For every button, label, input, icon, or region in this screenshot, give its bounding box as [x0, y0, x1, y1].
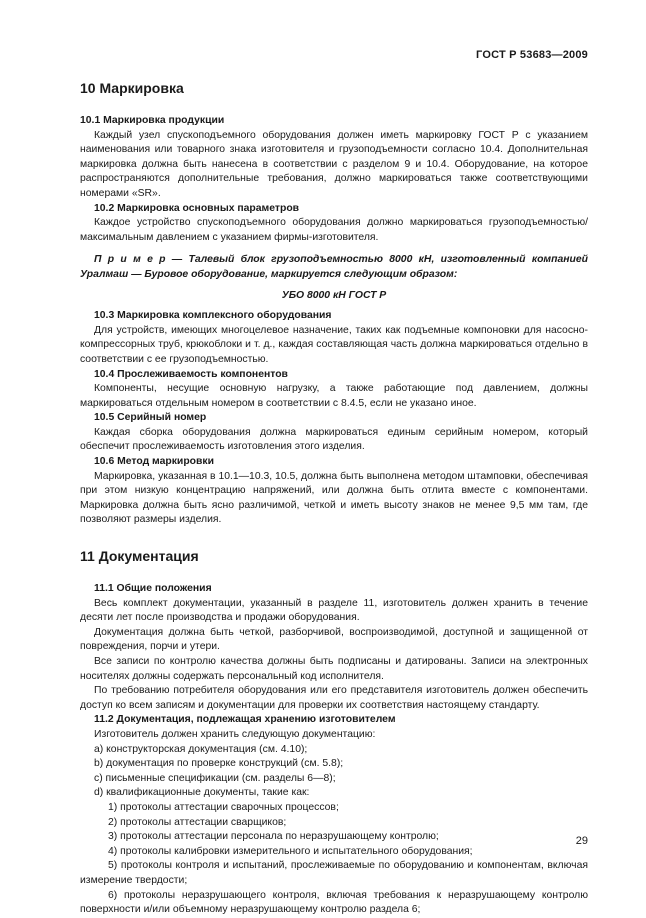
subsection-10-5-title: 10.5 Серийный номер	[94, 412, 207, 424]
page-number: 29	[575, 835, 588, 847]
subsection-10-1-title: 10.1 Маркировка продукции	[80, 115, 225, 126]
subsection-11-1-title: 11.1 Общие положения	[94, 583, 212, 595]
paragraph-11-1-a: Весь комплект документации, указанный в разделе 11, изготовитель должен хранить в течение десяти лет после производства и продажи оборудования.	[80, 597, 588, 624]
list-item: b) документация по проверке конструкций (см. 5.8);	[94, 758, 344, 770]
sub-list-item: 2) протоколы аттестации сварщиков;	[108, 816, 287, 828]
subsection-10-2-title: 10.2 Маркировка основных параметров	[94, 202, 300, 214]
list-item: а) конструкторская документация (см. 4.10);	[94, 743, 308, 755]
paragraph-10-6: Маркировка, указанная в 10.1—10.3, 10.5, должна быть выполнена методом штамповки, обеспечивая при этом низкую концентрацию напряжений, или должна быть отлита вместе с компонентами. Маркировка должна быть ясно различимой, четкой и иметь высоту знаков не менее 9,5 мм там, где позволяют размеры изделия.	[80, 470, 588, 526]
list-item: с) письменные спецификации (см. разделы 6—8);	[94, 772, 336, 784]
paragraph-10-4: Компоненты, несущие основную нагрузку, а также работающие под давлением, должны маркироваться отдельным номером в соответствии с 8.4.5, если не указано иное.	[80, 383, 588, 409]
subsection-11-2-title: 11.2 Документация, подлежащая хранению изготовителем	[94, 714, 396, 726]
sub-list-item: 3) протоколы аттестации персонала по неразрушающему контролю;	[108, 831, 439, 843]
paragraph-11-1-c: Все записи по контролю качества должны быть подписаны и датированы. Записи на электронных носителях должны содержать персональный код исполнителя.	[80, 656, 588, 682]
subsection-10-4-title: 10.4 Прослеживаемость компонентов	[94, 368, 288, 380]
sub-list-item: 4) протоколы калибровки измерительного и испытательного оборудования;	[108, 845, 473, 857]
paragraph-10-5: Каждая сборка оборудования должна маркироваться единым серийным номером, который обеспечит прослеживаемость изготовления этого изделия.	[80, 426, 588, 453]
sub-list-item: 6) протоколы неразрушающего контроля, включая требования к неразрушающему контролю поверхности и/или объемному неразрушающему контролю раздела 6;	[80, 889, 588, 916]
example-marking: УБО 8000 кН ГОСТ Р	[281, 289, 387, 301]
section-11-title: 11 Документация	[80, 548, 199, 565]
sub-list-item: 5) протоколы контроля и испытаний, прослеживаемые по оборудованию и компонентам, включая измерение твердости;	[80, 860, 588, 886]
sub-list-item: 1) протоколы аттестации сварочных процессов;	[108, 801, 339, 813]
paragraph-10-2: Каждое устройство спускоподъемного оборудования должно маркироваться грузоподъемностью/максимальным давлением с указанием фирмы-изготовителя.	[80, 217, 588, 243]
subsection-10-3-title: 10.3 Маркировка комплексного оборудования	[94, 310, 332, 322]
list-item: d) квалификационные документы, такие как:	[94, 787, 310, 799]
paragraph-10-1: Каждый узел спускоподъемного оборудования должен иметь маркировку ГОСТ Р с указанием наименования или товарного знака изготовителя и грузоподъемности согласно 10.4. Дополнительная маркировка должна быть нанесена в соответствии с разделом 9 и 10.4. Оборудование, на которое распространяются дополнительные требования, должно маркироваться также соответствующими номерами «SR».	[80, 129, 588, 199]
section-10-title: 10 Маркировка	[80, 80, 184, 96]
page-content	[80, 80, 588, 918]
paragraph-11-1-b: Документация должна быть четкой, разборчивой, воспроизводимой, доступной и защищенной от повреждения, порчи и утери.	[80, 626, 588, 653]
example-text: П р и м е р — Талевый блок грузоподъемностью 8000 кН, изготовленный компанией Уралмаш — Буровое оборудование, маркируется следующим образом:	[80, 254, 588, 280]
standard-number: ГОСТ Р 53683—2009	[476, 49, 588, 61]
paragraph-11-1-d: По требованию потребителя оборудования или его представителя изготовитель должен обеспечить доступ ко всем записям и документации для проверки их соответствия настоящему стандарту.	[80, 685, 588, 711]
subsection-10-6-title: 10.6 Метод маркировки	[94, 456, 214, 468]
list-intro: Изготовитель должен хранить следующую документацию:	[94, 728, 376, 740]
paragraph-10-3: Для устройств, имеющих многоцелевое назначение, таких как подъемные компоновки для насосно-компрессорных труб, крюкоблоки и т. д., каждая составляющая часть должна маркироваться отдельно в соответствии с ее грузоподъемностью.	[80, 324, 588, 365]
